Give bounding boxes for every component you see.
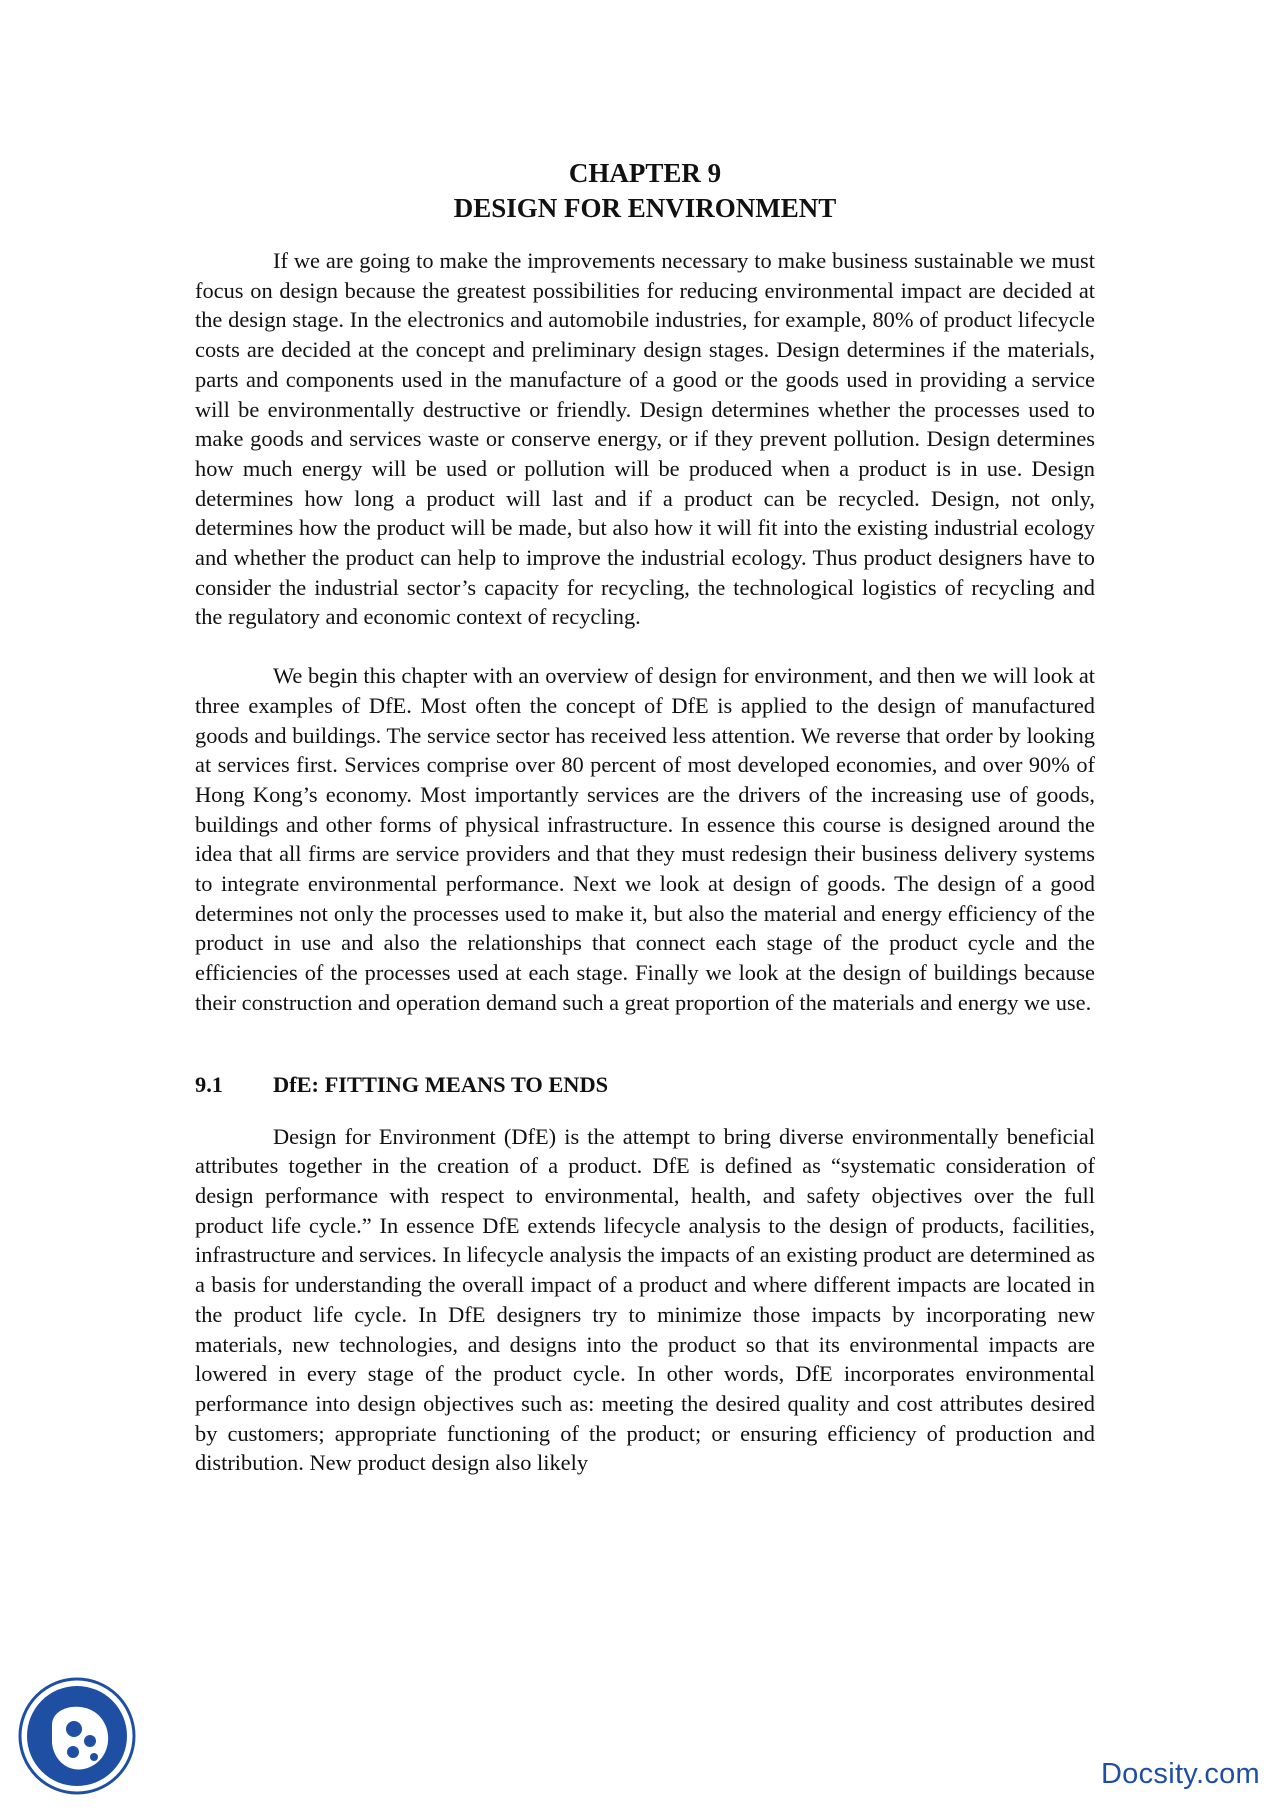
section-heading: [195, 1070, 1095, 1100]
docsity-logo-icon[interactable]: [18, 1677, 136, 1795]
chapter-heading: [195, 156, 1095, 226]
intro-paragraph-2: We begin this chapter with an overview of design for environment, and then we will look at three examples of DfE. Most often the concept of DfE is applied to the design of manufactured goods and buildings. The service sector has received less attention. We reverse that order by looking at services first. Services comprise over 80 percent of most developed economies, and over 90% of Hong Kong’s economy. Most importantly services are the drivers of the increasing use of goods, buildings and other forms of physical infrastructure. In essence this course is designed around the idea that all firms are service providers and that they must redesign their business delivery systems to integrate environmental performance. Next we look at design of goods. The design of a good determines not only the processes used to make it, but also the material and energy efficiency of the product in use and also the relationships that connect each stage of the product cycle and the efficiencies of the processes used at each stage. Finally we look at the design of buildings because their construction and operation demand such a great proportion of the materials and energy we use.: [195, 663, 1095, 1015]
chapter-title: DESIGN FOR ENVIRONMENT: [453, 193, 837, 223]
intro-paragraph-1: If we are going to make the improvements necessary to make business sustainable we must focus on design because the greatest possibilities for reducing environmental impact are decided at the design stage. In the electronics and automobile industries, for example, 80% of product lifecycle costs are decided at the concept and preliminary design stages. Design determines if the materials, parts and components used in the manufacture of a good or the goods used in providing a service will be environmentally destructive or friendly. Design determines whether the processes used to make goods and services waste or conserve energy, or if they prevent pollution. Design determines how much energy will be used or pollution will be produced when a product is in use. Design determines how long a product will last and if a product can be recycled. Design, not only, determines how the product will be made, but also how it will fit into the existing industrial ecology and whether the product can help to improve the industrial ecology. Thus product designers have to consider the industrial sector’s capacity for recycling, the technological logistics of recycling and the regulatory and economic context of recycling.: [195, 248, 1095, 630]
document-page: [195, 156, 1095, 1507]
section-number: 9.1: [195, 1071, 223, 1097]
section-paragraph: Design for Environment (DfE) is the attempt to bring diverse environmentally beneficial attributes together in the creation of a product. DfE is defined as “systematic consideration of design performance with respect to environmental, health, and safety objectives over the full product life cycle.” In essence DfE extends lifecycle analysis to the design of products, facilities, infrastructure and services. In lifecycle analysis the impacts of an existing product are determined as a basis for understanding the overall impact of a product and where different impacts are located in the product life cycle. In DfE designers try to minimize those impacts by incorporating new materials, new technologies, and designs into the product so that its environmental impacts are lowered in every stage of the product cycle. In other words, DfE incorporates environmental performance into design objectives such as: meeting the desired quality and cost attributes desired by customers; appropriate functioning of the product; or ensuring efficiency of production and distribution. New product design also likely: [195, 1123, 1095, 1476]
section-title: DfE: FITTING MEANS TO ENDS: [273, 1071, 609, 1097]
chapter-label: CHAPTER 9: [568, 158, 722, 188]
docsity-brand-link[interactable]: Docsity.com: [1100, 1758, 1260, 1790]
